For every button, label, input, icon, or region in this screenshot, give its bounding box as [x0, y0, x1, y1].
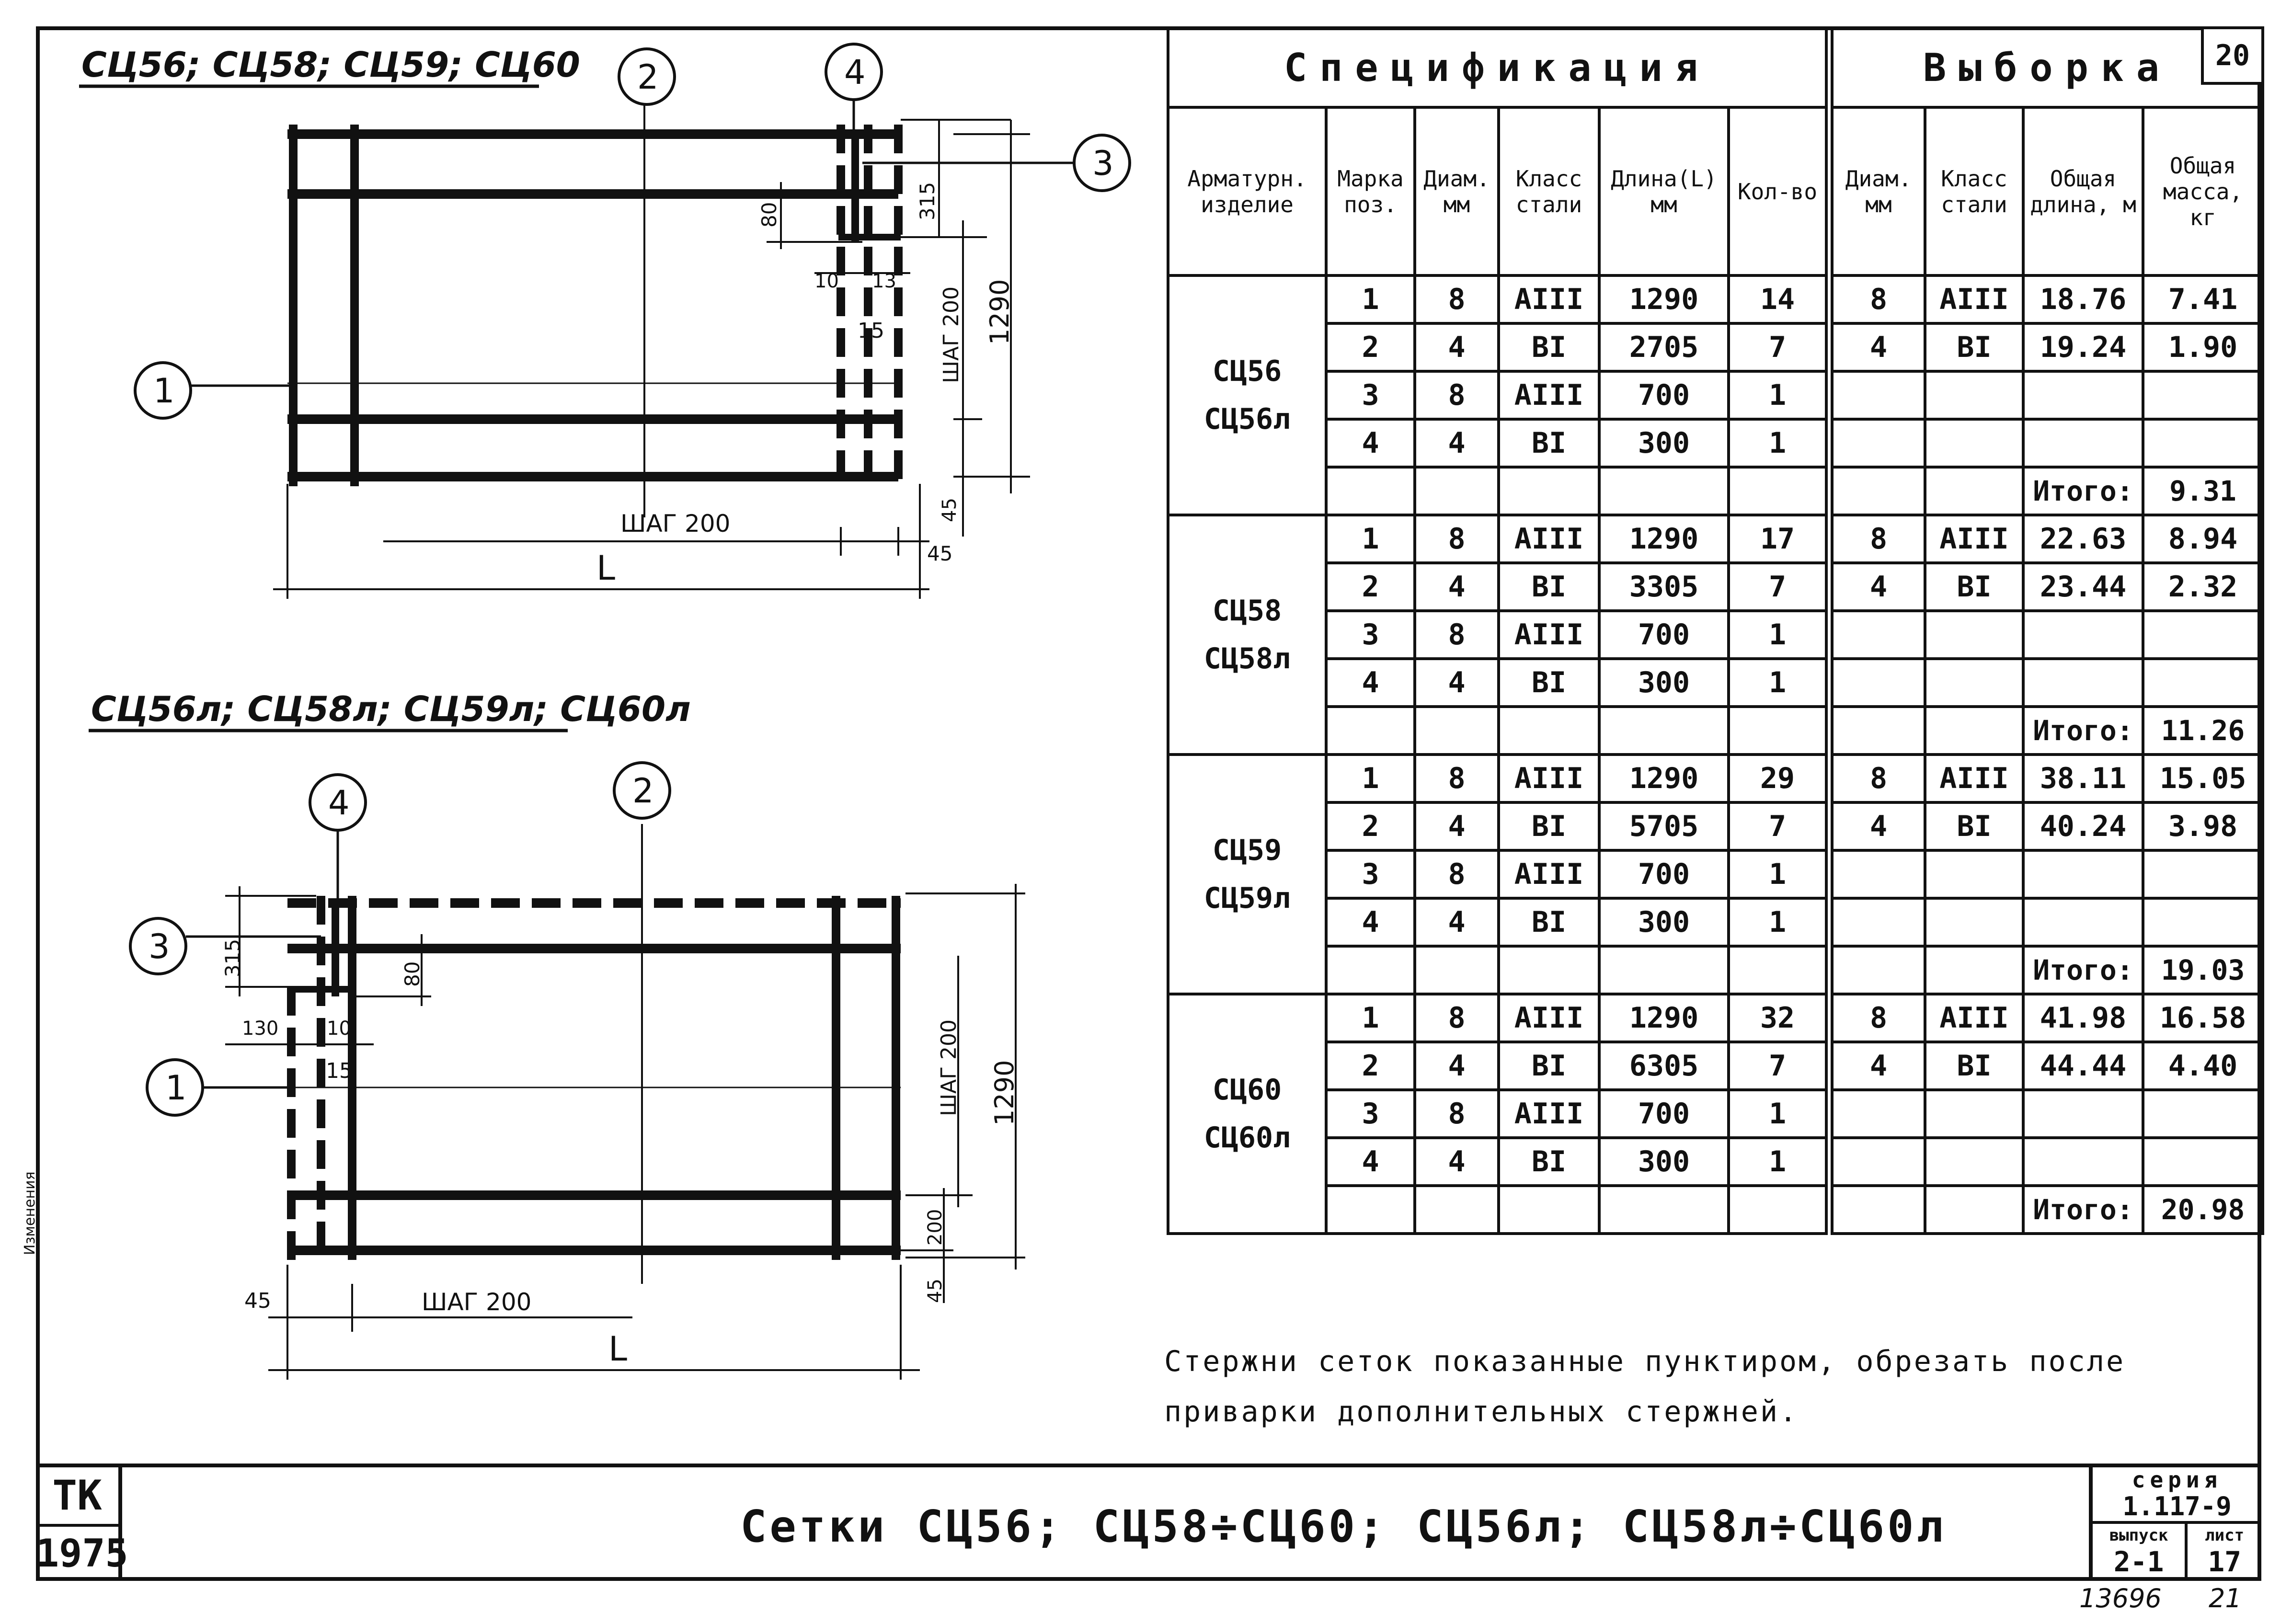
- spec-cell: 4: [1326, 659, 1415, 707]
- spec-row: [1168, 611, 2263, 659]
- spec-cell: ВI: [1499, 563, 1599, 611]
- spec-total-row: [1168, 707, 2263, 755]
- spec-cell: 1290: [1599, 994, 1729, 1042]
- spec-cell: АIII: [1499, 994, 1599, 1042]
- spec-cell: 16.58: [2143, 994, 2263, 1042]
- spec-cell: ВI: [1499, 419, 1599, 467]
- spec-cell: [1925, 371, 2023, 419]
- spec-cell: 300: [1599, 419, 1729, 467]
- spec-cell: 4: [1415, 659, 1499, 707]
- spec-row: [1168, 1042, 2263, 1090]
- top-dim-15: 15: [858, 319, 884, 343]
- svg-text:4: 4: [328, 783, 350, 823]
- bottom-drawing-title: СЦ56л; СЦ58л; СЦ59л; СЦ60л: [91, 689, 691, 729]
- spec-header-3: Класс стали: [1499, 107, 1599, 275]
- top-dim-13: 13: [872, 270, 896, 292]
- spec-cell: [1925, 611, 2023, 659]
- series-value: 1.117-9: [2122, 1491, 2232, 1521]
- side-stamp: Изменения: [22, 1171, 38, 1255]
- spec-cell: 4: [1415, 563, 1499, 611]
- spec-cell: 700: [1599, 1090, 1729, 1138]
- sheet-value: 17: [2208, 1545, 2242, 1578]
- spec-cell: 1: [1729, 1090, 1829, 1138]
- spec-cell: 1290: [1599, 515, 1729, 563]
- note-line-1: Стержни сеток показанные пунктиром, обрезать после: [1164, 1345, 2126, 1378]
- spec-total-label: Итого:: [2023, 1186, 2143, 1234]
- svg-text:1: 1: [165, 1068, 187, 1108]
- issue-value: 2-1: [2113, 1545, 2164, 1578]
- spec-cell: 4: [1326, 898, 1415, 946]
- spec-total-row: [1168, 467, 2263, 515]
- spec-cell: АIII: [1499, 1090, 1599, 1138]
- bottom-dim-15: 15: [326, 1059, 353, 1083]
- spec-cell: 18.76: [2023, 275, 2143, 323]
- spec-cell: [1829, 850, 1925, 898]
- spec-cell: 8: [1829, 515, 1925, 563]
- spec-header-9: Общая масса, кг: [2143, 107, 2263, 275]
- series-box: [2089, 1467, 2261, 1581]
- spec-cell: [1829, 1138, 1925, 1186]
- spec-total-value: 11.26: [2143, 707, 2263, 755]
- spec-cell: ВI: [1499, 659, 1599, 707]
- spec-cell: [1829, 611, 1925, 659]
- spec-cell: 22.63: [2023, 515, 2143, 563]
- spec-cell: 8: [1415, 755, 1499, 802]
- spec-title: Спецификация: [1168, 28, 1829, 107]
- org-label: ТК: [36, 1467, 118, 1527]
- spec-cell: ВI: [1925, 323, 2023, 371]
- note-line-2: приварки дополнительных стержней.: [1164, 1395, 1799, 1429]
- spec-cell: [2023, 371, 2143, 419]
- spec-cell: АIII: [1925, 515, 2023, 563]
- spec-mark-primary: СЦ56: [1212, 355, 1282, 388]
- spec-cell: АIII: [1499, 275, 1599, 323]
- spec-cell: [1925, 1090, 2023, 1138]
- spec-cell: ВI: [1499, 898, 1599, 946]
- svg-text:3: 3: [1092, 144, 1114, 183]
- spec-cell: 300: [1599, 1138, 1729, 1186]
- spec-cell: 32: [1729, 994, 1829, 1042]
- spec-cell: [1925, 850, 2023, 898]
- spec-cell: 6305: [1599, 1042, 1729, 1090]
- series-label: серия: [2132, 1467, 2223, 1493]
- bottom-callout-2: [614, 763, 670, 818]
- spec-cell: 4: [1829, 1042, 1925, 1090]
- spec-cell: 4: [1829, 323, 1925, 371]
- spec-row: [1168, 850, 2263, 898]
- spec-total-value: 9.31: [2143, 467, 2263, 515]
- spec-cell: 44.44: [2023, 1042, 2143, 1090]
- drawing-title: Сетки СЦ56; СЦ58÷СЦ60; СЦ56л; СЦ58л÷СЦ60л: [740, 1501, 1946, 1552]
- spec-cell: [1829, 1090, 1925, 1138]
- top-callout-4: [826, 44, 882, 163]
- spec-cell: 1: [1326, 275, 1415, 323]
- top-dim-315: 315: [916, 182, 939, 220]
- spec-mark-mirror: СЦ56л: [1203, 402, 1291, 436]
- bottom-dim-200: 200: [924, 1209, 946, 1246]
- spec-cell: АIII: [1925, 994, 2023, 1042]
- spec-row: [1168, 994, 2263, 1042]
- spec-cell: 8: [1415, 371, 1499, 419]
- spec-cell: 2: [1326, 563, 1415, 611]
- svg-text:2: 2: [632, 771, 654, 811]
- spec-cell: 1: [1729, 1138, 1829, 1186]
- drawings-canvas: [0, 0, 1159, 1461]
- spec-cell: 4: [1829, 563, 1925, 611]
- spec-cell: 4: [1415, 898, 1499, 946]
- spec-cell: 1: [1326, 994, 1415, 1042]
- spec-cell: 1290: [1599, 755, 1729, 802]
- spec-row: [1168, 659, 2263, 707]
- spec-cell: ВI: [1499, 802, 1599, 850]
- top-drawing-title: СЦ56; СЦ58; СЦ59; СЦ60: [81, 45, 580, 85]
- spec-cell: 700: [1599, 371, 1729, 419]
- spec-cell: [2143, 1138, 2263, 1186]
- spec-cell: 1: [1326, 515, 1415, 563]
- spec-cell: 15.05: [2143, 755, 2263, 802]
- spec-mark-primary: СЦ58: [1212, 594, 1282, 628]
- footer-left-number: 13696: [2079, 1583, 2162, 1613]
- spec-cell: 300: [1599, 659, 1729, 707]
- sheet-number: 20: [2201, 29, 2261, 85]
- spec-cell: [2023, 611, 2143, 659]
- spec-mark-primary: СЦ59: [1212, 834, 1282, 867]
- spec-cell: 29: [1729, 755, 1829, 802]
- spec-cell: 4: [1829, 802, 1925, 850]
- top-callout-2: [619, 49, 675, 104]
- spec-cell: 3: [1326, 1090, 1415, 1138]
- spec-cell: АIII: [1925, 755, 2023, 802]
- spec-cell: [2143, 1090, 2263, 1138]
- spec-cell: 3: [1326, 611, 1415, 659]
- bottom-mesh: [287, 824, 901, 1284]
- spec-row: [1168, 755, 2263, 802]
- top-dim-10: 10: [814, 270, 839, 292]
- spec-row: [1168, 515, 2263, 563]
- spec-total-row: [1168, 1186, 2263, 1234]
- specification-table: [1167, 26, 2261, 1235]
- spec-cell: 8: [1829, 994, 1925, 1042]
- spec-row: [1168, 275, 2263, 323]
- svg-text:2: 2: [637, 57, 659, 97]
- title-block: [36, 1464, 2261, 1581]
- spec-cell: 7: [1729, 323, 1829, 371]
- note: [1164, 1337, 2125, 1437]
- bottom-dim-step-bottom: ШАГ 200: [422, 1288, 532, 1316]
- bottom-callout-1: [147, 1060, 291, 1115]
- spec-cell: [2143, 419, 2263, 467]
- spec-cell: АIII: [1925, 275, 2023, 323]
- svg-text:3: 3: [149, 927, 170, 966]
- spec-cell: [2023, 419, 2143, 467]
- spec-cell: [2143, 898, 2263, 946]
- footer-right-number: 21: [2209, 1583, 2242, 1613]
- spec-cell: [1925, 419, 2023, 467]
- spec-total-value: 19.03: [2143, 946, 2263, 994]
- spec-header-2: Диам. мм: [1415, 107, 1499, 275]
- spec-cell: 4: [1326, 419, 1415, 467]
- spec-cell: 7: [1729, 1042, 1829, 1090]
- spec-cell: 3: [1326, 850, 1415, 898]
- spec-cell: 8.94: [2143, 515, 2263, 563]
- spec-cell: 5705: [1599, 802, 1729, 850]
- spec-cell: 4: [1326, 1138, 1415, 1186]
- bottom-dim-45b: 45: [244, 1289, 271, 1313]
- issue-label: выпуск: [2109, 1526, 2168, 1545]
- spec-cell: [2023, 850, 2143, 898]
- bottom-dim-length: L: [608, 1329, 627, 1369]
- top-callout-1: [135, 363, 293, 418]
- spec-cell: 2: [1326, 1042, 1415, 1090]
- spec-cell: 8: [1415, 1090, 1499, 1138]
- spec-row: [1168, 802, 2263, 850]
- spec-cell: 3.98: [2143, 802, 2263, 850]
- spec-cell: 8: [1829, 755, 1925, 802]
- spec-header-8: Общая длина, м: [2023, 107, 2143, 275]
- bottom-dim-80: 80: [401, 961, 424, 987]
- top-dim-height: 1290: [985, 279, 1015, 345]
- spec-mark: [1168, 755, 1326, 994]
- spec-cell: [1829, 371, 1925, 419]
- spec-header-6: Диам. мм: [1829, 107, 1925, 275]
- spec-cell: 1290: [1599, 275, 1729, 323]
- svg-text:4: 4: [844, 53, 866, 92]
- spec-cell: 1: [1729, 419, 1829, 467]
- spec-cell: [1829, 419, 1925, 467]
- spec-cell: [2023, 1090, 2143, 1138]
- spec-cell: 4: [1415, 802, 1499, 850]
- spec-cell: 3: [1326, 371, 1415, 419]
- spec-cell: 38.11: [2023, 755, 2143, 802]
- spec-cell: 2705: [1599, 323, 1729, 371]
- spec-cell: 4: [1415, 1138, 1499, 1186]
- spec-header-7: Класс стали: [1925, 107, 2023, 275]
- spec-cell: 700: [1599, 850, 1729, 898]
- spec-cell: [1925, 659, 2023, 707]
- spec-cell: 7.41: [2143, 275, 2263, 323]
- spec-cell: АIII: [1499, 371, 1599, 419]
- spec-cell: [2143, 371, 2263, 419]
- top-dim-45b: 45: [927, 542, 953, 565]
- spec-cell: 8: [1415, 611, 1499, 659]
- spec-header-0: Арматурн. изделие: [1168, 107, 1326, 275]
- top-dim-step-bottom: ШАГ 200: [620, 510, 731, 538]
- spec-header-5: Кол-во: [1729, 107, 1829, 275]
- bottom-dim-10: 10: [327, 1018, 351, 1040]
- spec-row: [1168, 419, 2263, 467]
- spec-cell: 17: [1729, 515, 1829, 563]
- spec-cell: [2143, 611, 2263, 659]
- spec-cell: 8: [1415, 515, 1499, 563]
- spec-mark-mirror: СЦ58л: [1203, 642, 1291, 675]
- spec-cell: [1925, 898, 2023, 946]
- spec-row: [1168, 371, 2263, 419]
- spec-cell: ВI: [1499, 323, 1599, 371]
- spec-mark: [1168, 515, 1326, 755]
- spec-cell: [2143, 850, 2263, 898]
- spec-cell: ВI: [1925, 1042, 2023, 1090]
- spec-cell: 300: [1599, 898, 1729, 946]
- spec-mark: [1168, 275, 1326, 515]
- spec-cell: 700: [1599, 611, 1729, 659]
- spec-cell: 2: [1326, 802, 1415, 850]
- svg-text:1: 1: [153, 371, 175, 411]
- spec-row: [1168, 323, 2263, 371]
- spec-mark: [1168, 994, 1326, 1234]
- spec-cell: [2143, 659, 2263, 707]
- spec-cell: 8: [1415, 275, 1499, 323]
- spec-cell: 41.98: [2023, 994, 2143, 1042]
- spec-row: [1168, 898, 2263, 946]
- spec-cell: ВI: [1925, 802, 2023, 850]
- spec-header-1: Марка поз.: [1326, 107, 1415, 275]
- spec-cell: 4.40: [2143, 1042, 2263, 1090]
- spec-header-4: Длина(L) мм: [1599, 107, 1729, 275]
- spec-cell: 1: [1729, 850, 1829, 898]
- bottom-dim-130: 130: [242, 1018, 279, 1040]
- spec-cell: [2023, 1138, 2143, 1186]
- spec-cell: 1: [1729, 659, 1829, 707]
- spec-row: [1168, 563, 2263, 611]
- bottom-dimensions: [225, 884, 1025, 1380]
- spec-row: [1168, 1090, 2263, 1138]
- spec-cell: ВI: [1925, 563, 2023, 611]
- spec-cell: АIII: [1499, 515, 1599, 563]
- top-dim-45a: 45: [939, 498, 961, 522]
- spec-cell: 4: [1415, 1042, 1499, 1090]
- year-label: 1975: [36, 1531, 128, 1576]
- spec-cell: 8: [1415, 850, 1499, 898]
- spec-cell: 14: [1729, 275, 1829, 323]
- top-mesh: [287, 101, 901, 517]
- spec-cell: 1: [1729, 898, 1829, 946]
- spec-total-row: [1168, 946, 2263, 994]
- sheet-label: лист: [2205, 1526, 2245, 1545]
- spec-cell: [1829, 659, 1925, 707]
- spec-cell: 1: [1326, 755, 1415, 802]
- top-dim-80: 80: [757, 202, 781, 228]
- spec-cell: 7: [1729, 802, 1829, 850]
- spec-mark-primary: СЦ60: [1212, 1073, 1282, 1107]
- spec-cell: 8: [1415, 994, 1499, 1042]
- spec-cell: АIII: [1499, 850, 1599, 898]
- spec-cell: 1: [1729, 371, 1829, 419]
- spec-cell: 1: [1729, 611, 1829, 659]
- spec-row: [1168, 1138, 2263, 1186]
- spec-cell: 23.44: [2023, 563, 2143, 611]
- bottom-dim-height: 1290: [989, 1060, 1020, 1126]
- spec-total-label: Итого:: [2023, 707, 2143, 755]
- top-dim-length: L: [596, 549, 615, 588]
- spec-total-label: Итого:: [2023, 946, 2143, 994]
- spec-cell: 7: [1729, 563, 1829, 611]
- spec-cell: [2023, 659, 2143, 707]
- spec-cell: 40.24: [2023, 802, 2143, 850]
- spec-cell: ВI: [1499, 1042, 1599, 1090]
- spec-cell: 8: [1829, 275, 1925, 323]
- spec-cell: АIII: [1499, 755, 1599, 802]
- spec-cell: 2.32: [2143, 563, 2263, 611]
- spec-cell: 3305: [1599, 563, 1729, 611]
- bottom-dim-45a: 45: [924, 1279, 946, 1303]
- org-box: [36, 1467, 128, 1581]
- spec-cell: 4: [1415, 323, 1499, 371]
- spec-mark-mirror: СЦ60л: [1203, 1121, 1291, 1155]
- spec-cell: [1829, 898, 1925, 946]
- spec-cell: 1.90: [2143, 323, 2263, 371]
- top-dim-step: ШАГ 200: [939, 286, 963, 383]
- spec-cell: [2023, 898, 2143, 946]
- spec-cell: АIII: [1499, 611, 1599, 659]
- bottom-dim-step: ШАГ 200: [937, 1019, 961, 1116]
- spec-cell: 19.24: [2023, 323, 2143, 371]
- spec-total-label: Итого:: [2023, 467, 2143, 515]
- selection-title: Выборка 20: [1829, 28, 2263, 107]
- spec-total-value: 20.98: [2143, 1186, 2263, 1234]
- spec-cell: 4: [1415, 419, 1499, 467]
- bottom-dim-315: 315: [221, 938, 244, 977]
- spec-mark-mirror: СЦ59л: [1203, 881, 1291, 915]
- spec-cell: ВI: [1499, 1138, 1599, 1186]
- spec-cell: 2: [1326, 323, 1415, 371]
- spec-cell: [1925, 1138, 2023, 1186]
